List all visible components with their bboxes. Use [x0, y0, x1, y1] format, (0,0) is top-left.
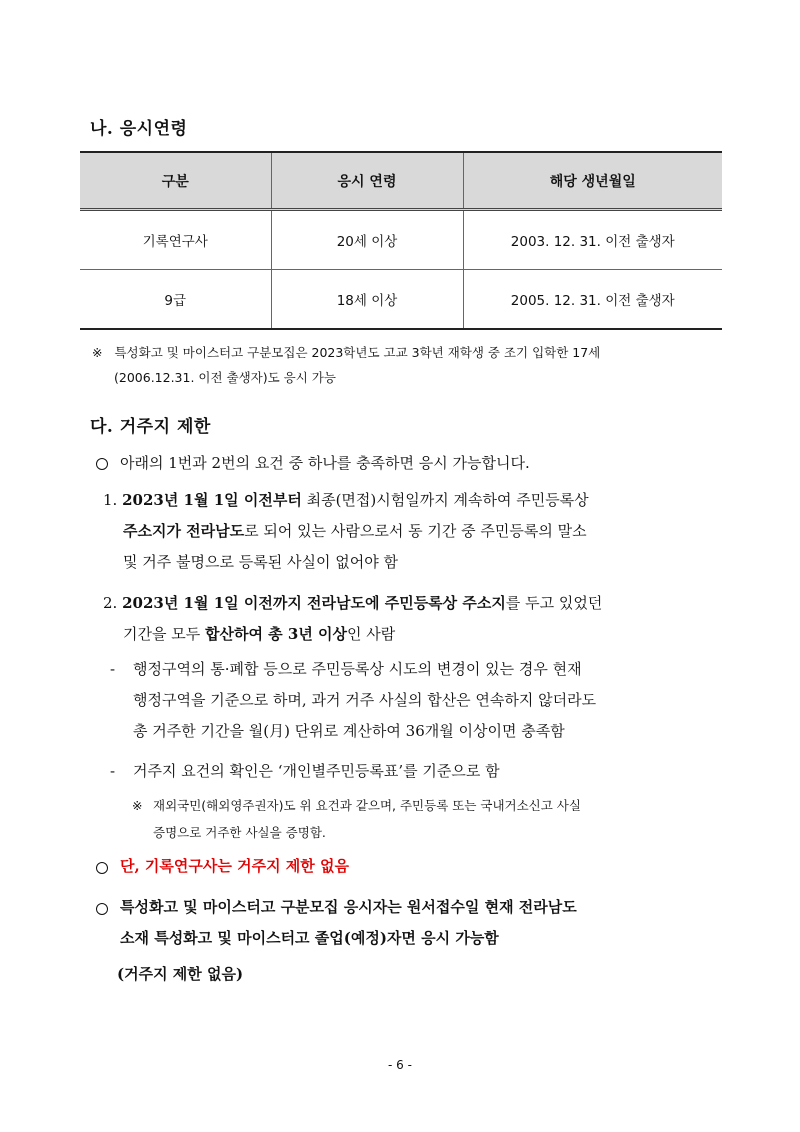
table-cell: 2005. 12. 31. 이전 출생자	[463, 270, 722, 330]
table-header-cell: 해당 생년월일	[463, 152, 722, 210]
note-mark: ※	[92, 345, 103, 360]
circle-bullet-icon	[96, 458, 108, 470]
item-1-bold: 2023년 1월 1일 이전부터	[122, 491, 302, 509]
table-cell: 2003. 12. 31. 이전 출생자	[463, 210, 722, 270]
circle-bullet-icon	[96, 862, 108, 874]
table-header-cell: 응시 연령	[271, 152, 463, 210]
dash-2-line: 거주지 요건의 확인은 ‘개인별주민등록표’를 기준으로 함	[133, 762, 500, 780]
table-header-cell: 구분	[80, 152, 271, 210]
table-header-row	[80, 152, 722, 210]
age-table	[80, 151, 722, 330]
item-number: 2.	[103, 594, 118, 612]
item-1-text: 최종(면접)시험일까지 계속하여 주민등록상	[301, 491, 589, 509]
dash-1-line: 행정구역을 기준으로 하며, 과거 거주 사실의 합산은 연속하지 않더라도	[133, 691, 597, 709]
no-residence-limit-note: 단, 기록연구사는 거주지 제한 없음	[120, 857, 349, 875]
item-1-text: 및 거주 불명으로 등록된 사실이 없어야 함	[123, 553, 398, 571]
last-bullet-line: (거주지 제한 없음)	[117, 965, 244, 983]
item-2-line	[103, 588, 602, 618]
item-1-line	[123, 516, 587, 546]
table-cell: 9급	[80, 270, 271, 330]
dash-1-line: 총 거주한 기간을 월(月) 단위로 계산하여 36개월 이상이면 충족함	[133, 722, 565, 740]
note-line: 특성화고 및 마이스터고 구분모집은 2023학년도 고교 3학년 재학생 중 조기 입학한 17세	[114, 345, 601, 360]
section-title-residence: 다. 거주지 제한	[90, 417, 211, 437]
section-title-age: 나. 응시연령	[90, 119, 188, 139]
item-2-line	[123, 619, 395, 649]
last-bullet-line: 소재 특성화고 및 마이스터고 졸업(예정)자면 응시 가능함	[120, 929, 499, 947]
table-note	[92, 340, 600, 365]
dash-mark: -	[110, 660, 116, 678]
item-1-text: 로 되어 있는 사람으로서 동 기간 중 주민등록의 말소	[244, 522, 587, 540]
note-2-line: 증명으로 거주한 사실을 증명함.	[153, 825, 326, 840]
dash-1-line: 행정구역의 통·폐합 등으로 주민등록상 시도의 변경이 있는 경우 현재	[133, 660, 582, 678]
item-2-text: 를 두고 있었던	[505, 594, 603, 612]
item-1-bold: 주소지가 전라남도	[123, 522, 245, 540]
page-number: - 6 -	[388, 1058, 412, 1072]
item-number: 1.	[103, 491, 118, 509]
note-2-line: 재외국민(해외영주권자)도 위 요건과 같으며, 주민등록 또는 국내거소신고 사실	[153, 798, 581, 813]
note-line: (2006.12.31. 이전 출생자)도 응시 가능	[114, 370, 336, 385]
circle-bullet-icon	[96, 903, 108, 915]
note-mark: ※	[132, 798, 143, 813]
table-cell: 20세 이상	[271, 210, 463, 270]
table-row	[80, 270, 722, 330]
item-2-bold: 2023년 1월 1일 이전까지 전라남도에 주민등록상 주소지	[122, 594, 506, 612]
item-1-line	[103, 485, 589, 515]
intro-text: 아래의 1번과 2번의 요건 중 하나를 충족하면 응시 가능합니다.	[120, 454, 530, 472]
item-2-bold: 합산하여 총 3년 이상	[205, 625, 348, 643]
table-cell: 18세 이상	[271, 270, 463, 330]
table-row	[80, 210, 722, 270]
item-2-text: 인 사람	[347, 625, 396, 643]
dash-mark: -	[110, 762, 116, 780]
item-2-text: 기간을 모두	[123, 625, 205, 643]
last-bullet-line: 특성화고 및 마이스터고 구분모집 응시자는 원서접수일 현재 전라남도	[120, 898, 577, 916]
table-cell: 기록연구사	[80, 210, 271, 270]
